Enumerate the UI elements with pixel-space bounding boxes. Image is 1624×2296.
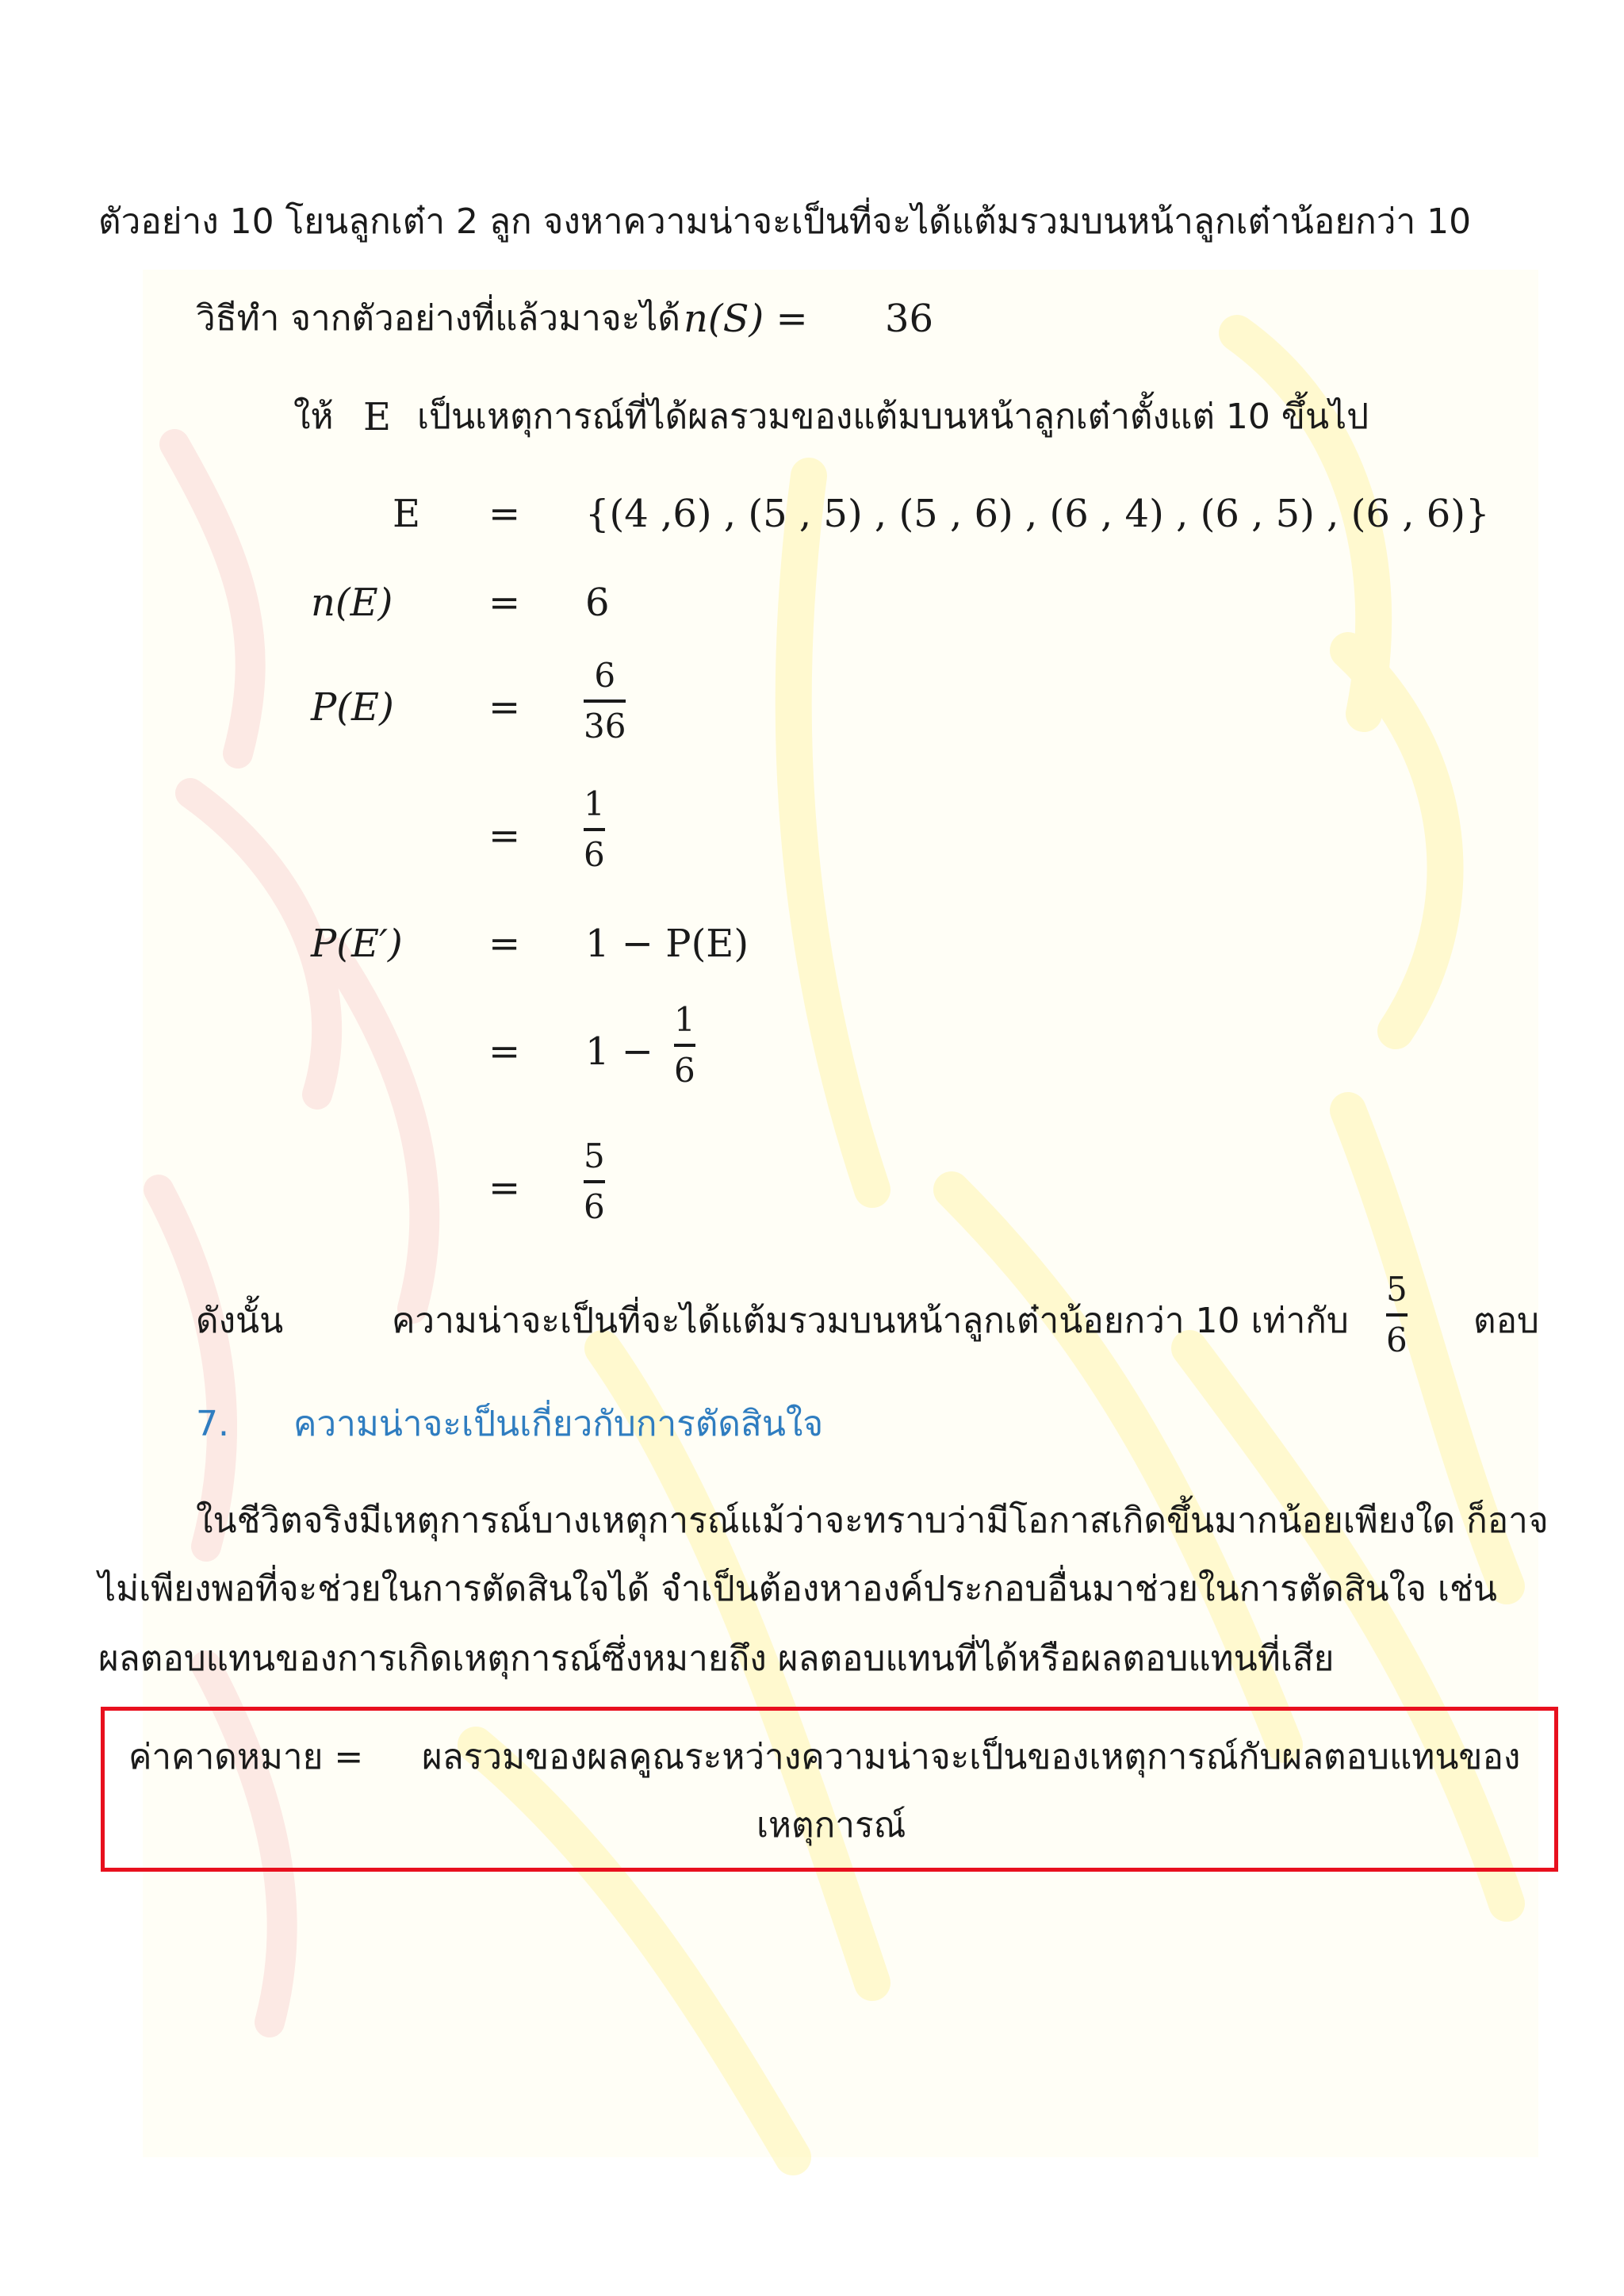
paragraph-line: ไม่เพียงพอที่จะช่วยในการตัดสินใจได้ จำเป็นต้องหาองค์ประกอบอื่นมาช่วยในการตัดสินใจ เช่น [98, 1569, 1497, 1609]
fraction-denominator: 6 [584, 1187, 605, 1226]
sample-space-expression: n(S) = [684, 297, 808, 341]
equals-sign: = [488, 581, 521, 625]
fraction-denominator: 6 [674, 1051, 695, 1090]
fraction-denominator: 36 [584, 707, 626, 746]
definition-text-line: เหตุการณ์ [756, 1805, 906, 1846]
paragraph-line: ในชีวิตจริงมีเหตุการณ์บางเหตุการณ์แม้ว่าจะทราบว่ามีโอกาสเกิดขึ้นมากน้อยเพียงใด ก็อาจ [196, 1501, 1549, 1541]
conclusion-fraction [1386, 1269, 1408, 1361]
let-prefix: ให้ [293, 397, 334, 437]
event-symbol: E [363, 395, 392, 439]
fraction-denominator: 6 [584, 835, 605, 874]
complement-step-prefix: 1 − [585, 1029, 654, 1074]
fraction-bar [584, 700, 626, 703]
complement-probability-lhs: P(E′) [311, 922, 403, 966]
equals-sign: = [488, 492, 521, 536]
event-count-lhs: n(E) [311, 581, 393, 625]
event-set-lhs: E [393, 492, 421, 536]
probability-simplified-fraction [584, 784, 605, 876]
sample-space-value: 36 [885, 297, 934, 341]
fraction-bar [674, 1044, 695, 1047]
answer-label: ตอบ [1473, 1301, 1539, 1341]
example-title: ตัวอย่าง 10 โยนลูกเต๋า 2 ลูก จงหาความน่าจะเป็นที่จะได้แต้มรวมบนหน้าลูกเต๋าน้อยกว่า 10 [98, 201, 1472, 242]
fraction-numerator: 5 [1386, 1270, 1408, 1309]
probability-lhs: P(E) [311, 685, 394, 730]
fraction-bar [584, 828, 605, 831]
fraction-bar [584, 1180, 605, 1183]
equals-sign: = [488, 685, 521, 730]
section-title: ความน่าจะเป็นเกี่ยวกับการตัดสินใจ [293, 1404, 824, 1444]
event-count-rhs: 6 [585, 581, 610, 625]
complement-probability-rhs: 1 − P(E) [585, 922, 749, 966]
probability-fraction [584, 655, 626, 747]
complement-result-fraction [584, 1136, 605, 1228]
fraction-denominator: 6 [1386, 1320, 1408, 1359]
conclusion-text: ความน่าจะเป็นที่จะได้แต้มรวมบนหน้าลูกเต๋าน้อยกว่า 10 เท่ากับ [392, 1301, 1349, 1341]
conclusion-label: ดังนั้น [196, 1301, 284, 1341]
fraction-numerator: 1 [584, 784, 605, 823]
fraction-numerator: 1 [674, 1000, 695, 1039]
fraction-bar [1386, 1313, 1408, 1317]
equals-sign: = [488, 1029, 521, 1074]
equals-sign: = [488, 814, 521, 858]
definition-text-line: ผลรวมของผลคูณระหว่างความน่าจะเป็นของเหตุการณ์กับผลตอบแทนของ [422, 1737, 1521, 1777]
equals-sign: = [488, 1166, 521, 1210]
paragraph-line: ผลตอบแทนของการเกิดเหตุการณ์ซึ่งหมายถึง ผลตอบแทนที่ได้หรือผลตอบแทนที่เสีย [98, 1639, 1335, 1679]
equals-sign: = [488, 922, 521, 966]
section-number: 7. [196, 1404, 229, 1444]
fraction-numerator: 5 [584, 1137, 605, 1175]
event-set-rhs: {(4 ,6) , (5 , 5) , (5 , 6) , (6 , 4) , (6 , 5) , (6 , 6)} [585, 492, 1490, 536]
method-label: วิธีทำ จากตัวอย่างที่แล้วมาจะได้ [196, 298, 680, 339]
definition-term: ค่าคาดหมาย = [128, 1737, 364, 1777]
fraction-numerator: 6 [594, 656, 616, 695]
event-definition-text: เป็นเหตุการณ์ที่ได้ผลรวมของแต้มบนหน้าลูกเต๋าตั้งแต่ 10 ขึ้นไป [417, 397, 1369, 437]
complement-step-fraction [674, 999, 695, 1091]
